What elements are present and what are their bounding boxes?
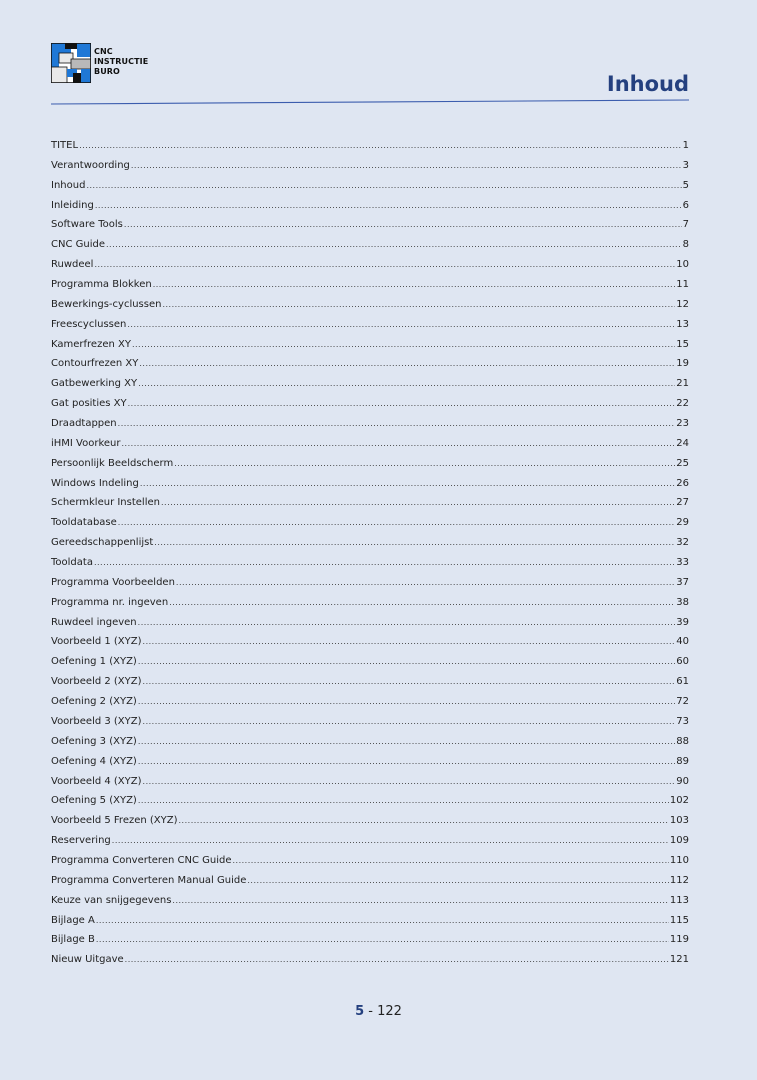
toc-entry-page: 26: [676, 477, 689, 489]
toc-entry-label: Oefening 2 (XYZ): [51, 696, 137, 708]
toc-entry[interactable]: [51, 335, 689, 355]
toc-entry-page: 112: [669, 874, 689, 886]
toc-dot-leader: [112, 831, 669, 851]
logo-wordmark: [94, 47, 148, 77]
toc-entry-label: Inleiding: [51, 199, 94, 211]
toc-entry[interactable]: [51, 593, 689, 613]
toc-entry-label: Draadtappen: [51, 418, 117, 430]
toc-entry-page: 7: [682, 219, 689, 231]
toc-dot-leader: [124, 215, 682, 235]
toc-entry-label: Verantwoording: [51, 159, 130, 171]
toc-dot-leader: [140, 474, 675, 494]
toc-dot-leader: [138, 613, 676, 633]
toc-entry[interactable]: [51, 613, 689, 633]
toc-dot-leader: [176, 573, 675, 593]
toc-dot-leader: [138, 752, 675, 772]
toc-dot-leader: [232, 851, 668, 871]
toc-dot-leader: [138, 652, 675, 672]
toc-dot-leader: [79, 136, 682, 156]
toc-entry-page: 102: [669, 795, 689, 807]
toc-entry-label: Oefening 5 (XYZ): [51, 795, 137, 807]
toc-dot-leader: [128, 394, 676, 414]
toc-dot-leader: [161, 493, 675, 513]
toc-entry-page: 29: [676, 517, 689, 529]
toc-entry-page: 6: [682, 199, 689, 211]
toc-entry-label: Nieuw Uitgave: [51, 954, 124, 966]
toc-dot-leader: [138, 732, 675, 752]
toc-dot-leader: [96, 930, 669, 950]
toc-entry-label: Oefening 3 (XYZ): [51, 735, 137, 747]
toc-entry[interactable]: [51, 553, 689, 573]
toc-entry[interactable]: [51, 692, 689, 712]
page-number-separator: -: [364, 1004, 378, 1019]
toc-entry-label: Programma Converteren Manual Guide: [51, 874, 247, 886]
logo-line: INSTRUCTIE: [94, 57, 149, 66]
toc-entry[interactable]: [51, 851, 689, 871]
toc-entry[interactable]: [51, 891, 689, 911]
toc-entry-label: Inhoud: [51, 179, 86, 191]
toc-entry-page: 11: [676, 279, 689, 291]
toc-entry-page: 110: [669, 854, 689, 866]
toc-entry-page: 19: [676, 358, 689, 370]
toc-entry-page: 25: [676, 457, 689, 469]
toc-entry-page: 33: [676, 557, 689, 569]
toc-entry-page: 23: [676, 418, 689, 430]
toc-entry-page: 12: [676, 298, 689, 310]
toc-entry-page: 27: [676, 497, 689, 509]
toc-dot-leader: [138, 692, 675, 712]
toc-entry-page: 3: [682, 159, 689, 171]
toc-entry[interactable]: [51, 215, 689, 235]
toc-entry-page: 73: [676, 715, 689, 727]
toc-entry-label: Ruwdeel ingeven: [51, 616, 137, 628]
toc-entry-page: 8: [682, 239, 689, 251]
toc-dot-leader: [143, 772, 676, 792]
total-pages: 122: [377, 1004, 402, 1019]
toc-entry-label: Gatbewerking XY: [51, 378, 138, 390]
toc-entry-page: 22: [676, 398, 689, 410]
toc-entry-label: Voorbeeld 2 (XYZ): [51, 676, 142, 688]
toc-dot-leader: [172, 891, 668, 911]
toc-entry[interactable]: [51, 573, 689, 593]
toc-entry-label: Bewerkings-cyclussen: [51, 298, 162, 310]
toc-entry-page: 1: [682, 140, 689, 151]
toc-entry-page: 121: [669, 954, 689, 966]
toc-entry[interactable]: [51, 454, 689, 474]
toc-entry-label: TITEL: [51, 140, 79, 151]
toc-dot-leader: [174, 454, 675, 474]
toc-entry-label: Programma Blokken: [51, 279, 152, 291]
toc-dot-leader: [154, 533, 675, 553]
page-number: [0, 1004, 757, 1019]
toc-entry[interactable]: [51, 474, 689, 494]
toc-entry-page: 38: [676, 596, 689, 608]
toc-entry[interactable]: [51, 295, 689, 315]
toc-entry-label: Voorbeeld 1 (XYZ): [51, 636, 142, 648]
toc-dot-leader: [131, 156, 682, 176]
toc-entry-label: Bijlage A: [51, 914, 95, 926]
toc-entry-label: Gat posities XY: [51, 398, 127, 410]
toc-entry[interactable]: [51, 712, 689, 732]
toc-dot-leader: [125, 950, 669, 970]
toc-dot-leader: [153, 275, 676, 295]
title-underline: [51, 99, 689, 105]
cnc-logo-icon: [51, 43, 91, 83]
toc-entry[interactable]: [51, 732, 689, 752]
toc-entry-label: Contourfrezen XY: [51, 358, 139, 370]
toc-entry[interactable]: [51, 772, 689, 792]
toc-entry-page: 39: [676, 616, 689, 628]
toc-dot-leader: [106, 235, 682, 255]
toc-entry-label: Oefening 4 (XYZ): [51, 755, 137, 767]
toc-entry-label: Oefening 1 (XYZ): [51, 656, 137, 668]
toc-entry-page: 90: [676, 775, 689, 787]
toc-entry-label: Programma Voorbeelden: [51, 576, 175, 588]
toc-dot-leader: [127, 315, 675, 335]
toc-dot-leader: [143, 632, 676, 652]
toc-entry-page: 103: [669, 815, 689, 827]
toc-entry[interactable]: [51, 176, 689, 196]
toc-entry-label: Persoonlijk Beeldscherm: [51, 457, 174, 469]
toc-entry-page: 21: [676, 378, 689, 390]
toc-entry[interactable]: [51, 911, 689, 931]
toc-dot-leader: [132, 335, 675, 355]
table-of-contents: [51, 136, 689, 970]
toc-dot-leader: [95, 196, 682, 216]
toc-entry[interactable]: [51, 156, 689, 176]
toc-dot-leader: [96, 911, 669, 931]
toc-entry-label: Reservering: [51, 835, 111, 847]
toc-dot-leader: [143, 712, 676, 732]
toc-entry-label: Voorbeeld 3 (XYZ): [51, 715, 142, 727]
toc-entry-page: 60: [676, 656, 689, 668]
toc-dot-leader: [162, 295, 675, 315]
toc-entry-label: CNC Guide: [51, 239, 105, 251]
toc-entry-page: 89: [676, 755, 689, 767]
toc-dot-leader: [169, 593, 675, 613]
toc-entry-label: Voorbeeld 4 (XYZ): [51, 775, 142, 787]
toc-dot-leader: [118, 414, 676, 434]
toc-entry-label: Windows Indeling: [51, 477, 139, 489]
toc-entry[interactable]: [51, 791, 689, 811]
toc-entry-label: Kamerfrezen XY: [51, 338, 131, 350]
toc-entry-page: 115: [669, 914, 689, 926]
toc-entry-label: Schermkleur Instellen: [51, 497, 160, 509]
toc-entry-label: iHMI Voorkeur: [51, 437, 121, 449]
page-title: Inhoud: [606, 72, 689, 96]
toc-entry[interactable]: [51, 930, 689, 950]
toc-entry[interactable]: [51, 315, 689, 335]
toc-entry[interactable]: [51, 136, 689, 156]
toc-entry[interactable]: [51, 811, 689, 831]
toc-entry[interactable]: [51, 871, 689, 891]
toc-dot-leader: [138, 791, 669, 811]
toc-entry[interactable]: [51, 255, 689, 275]
toc-entry-page: 37: [676, 576, 689, 588]
toc-entry-label: Gereedschappenlijst: [51, 537, 154, 549]
toc-entry[interactable]: [51, 434, 689, 454]
toc-entry-page: 72: [676, 696, 689, 708]
toc-dot-leader: [179, 811, 669, 831]
toc-dot-leader: [138, 374, 675, 394]
toc-entry-label: Bijlage B: [51, 934, 95, 946]
toc-entry-page: 88: [676, 735, 689, 747]
toc-entry-label: Tooldata: [51, 557, 93, 569]
toc-entry-label: Keuze van snijgegevens: [51, 894, 172, 906]
logo-line: CNC: [94, 47, 113, 56]
toc-entry[interactable]: [51, 831, 689, 851]
toc-entry[interactable]: [51, 652, 689, 672]
toc-entry-page: 119: [669, 934, 689, 946]
toc-dot-leader: [94, 255, 675, 275]
toc-entry-label: Tooldatabase: [51, 517, 117, 529]
toc-dot-leader: [86, 176, 681, 196]
toc-dot-leader: [118, 513, 675, 533]
toc-entry[interactable]: [51, 394, 689, 414]
toc-entry-page: 13: [676, 318, 689, 330]
toc-entry-page: 10: [676, 259, 689, 271]
toc-entry[interactable]: [51, 672, 689, 692]
toc-entry[interactable]: [51, 196, 689, 216]
toc-entry-page: 24: [676, 437, 689, 449]
toc-entry-page: 40: [676, 636, 689, 648]
toc-entry[interactable]: [51, 533, 689, 553]
toc-entry[interactable]: [51, 632, 689, 652]
toc-entry-page: 113: [669, 894, 689, 906]
current-page-number: 5: [355, 1004, 365, 1019]
company-logo: [51, 43, 161, 85]
toc-entry[interactable]: [51, 374, 689, 394]
toc-entry[interactable]: [51, 950, 689, 970]
toc-entry-label: Freescyclussen: [51, 318, 127, 330]
toc-entry[interactable]: [51, 275, 689, 295]
toc-dot-leader: [247, 871, 669, 891]
logo-line: BURO: [94, 67, 120, 76]
toc-entry[interactable]: [51, 513, 689, 533]
toc-entry[interactable]: [51, 752, 689, 772]
toc-entry-page: 32: [676, 537, 689, 549]
toc-entry[interactable]: [51, 354, 689, 374]
toc-entry-page: 5: [682, 179, 689, 191]
toc-entry-label: Programma nr. ingeven: [51, 596, 169, 608]
toc-entry-label: Voorbeeld 5 Frezen (XYZ): [51, 815, 178, 827]
toc-entry-page: 15: [676, 338, 689, 350]
toc-entry-label: Ruwdeel: [51, 259, 94, 271]
toc-entry-label: Software Tools: [51, 219, 123, 231]
toc-dot-leader: [94, 553, 675, 573]
toc-entry[interactable]: [51, 493, 689, 513]
toc-entry-page: 61: [676, 676, 689, 688]
toc-entry[interactable]: [51, 414, 689, 434]
toc-entry-label: Programma Converteren CNC Guide: [51, 854, 232, 866]
toc-dot-leader: [139, 354, 675, 374]
toc-dot-leader: [143, 672, 676, 692]
toc-dot-leader: [122, 434, 676, 454]
toc-entry-page: 109: [669, 835, 689, 847]
toc-entry[interactable]: [51, 235, 689, 255]
